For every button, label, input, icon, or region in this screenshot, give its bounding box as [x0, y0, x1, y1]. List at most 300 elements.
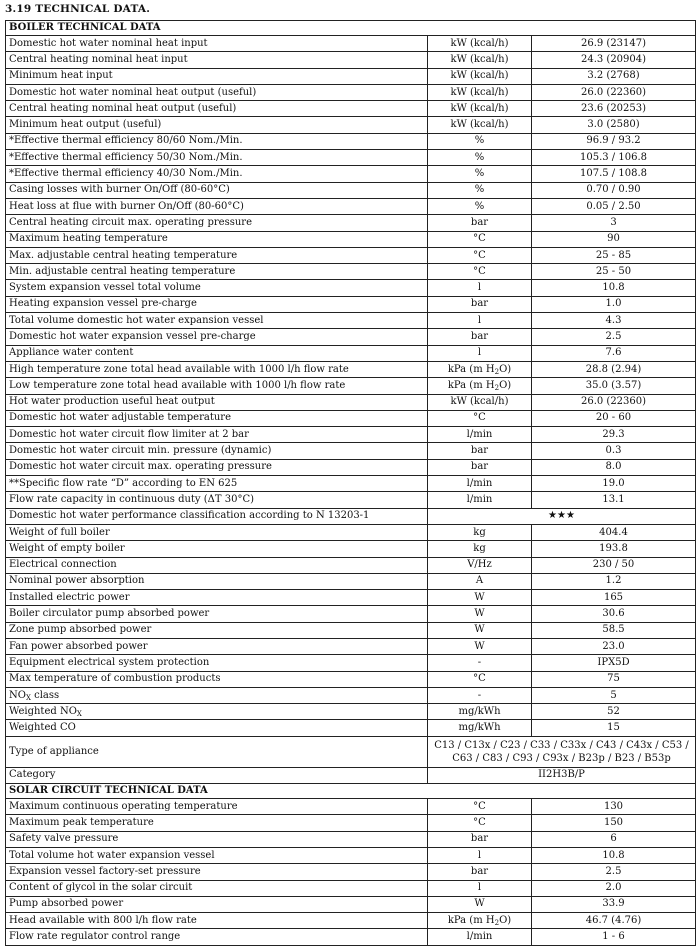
parameter-label: Casing losses with burner On/Off (80-60°C): [9, 184, 230, 196]
value-cell: 7.6: [532, 345, 696, 361]
parameter-cell: [6, 864, 428, 880]
parameter-label: Equipment electrical system protection: [9, 656, 210, 668]
parameter-label: Max. adjustable central heating temperature: [9, 249, 238, 261]
value-cell: 26.9 (23147): [532, 36, 696, 52]
table-row: [6, 476, 696, 492]
unit-label: kPa (m H: [447, 363, 495, 375]
unit-cell: [428, 880, 532, 896]
unit-label: kW (kcal/h): [450, 119, 509, 131]
unit-label: W: [474, 608, 485, 620]
table-row: [6, 541, 696, 557]
value-cell: II2H3B/P: [428, 767, 696, 783]
table-row: [6, 198, 696, 214]
unit-label: -: [477, 689, 482, 701]
parameter-label: Domestic hot water expansion vessel pre-charge: [9, 330, 256, 342]
table-row: [6, 84, 696, 100]
unit-cell: [428, 655, 532, 671]
parameter-cell: [6, 313, 428, 329]
table-row: [6, 378, 696, 394]
unit-label: l: [477, 882, 482, 894]
unit-label: l/min: [466, 428, 493, 440]
parameter-cell: [6, 847, 428, 863]
parameter-label: Total volume hot water expansion vessel: [9, 849, 215, 861]
unit-label: kW (kcal/h): [450, 102, 509, 114]
parameter-cell: [6, 880, 428, 896]
parameter-cell: [6, 198, 428, 214]
value-cell: 28.8 (2.94): [532, 361, 696, 377]
unit-label: A: [475, 575, 484, 587]
unit-cell: [428, 815, 532, 831]
parameter-cell: [6, 815, 428, 831]
document-title: 3.19 TECHNICAL DATA.: [5, 3, 151, 15]
parameter-cell: [6, 247, 428, 263]
value-cell: 23.0: [532, 638, 696, 654]
parameter-cell: [6, 913, 428, 929]
table-row: [6, 264, 696, 280]
unit-label: °C: [473, 817, 486, 828]
table-row: [6, 345, 696, 361]
unit-cell: [428, 68, 532, 84]
unit-label: -: [477, 656, 482, 668]
parameter-label: Domestic hot water circuit max. operating pressure: [9, 461, 272, 473]
unit-label: W: [474, 898, 485, 910]
table-row: [6, 573, 696, 589]
table-row: [6, 52, 696, 68]
value-cell: 24.3 (20904): [532, 52, 696, 68]
unit-cell: [428, 831, 532, 847]
unit-label-suffix: O): [499, 379, 512, 391]
parameter-cell: [6, 622, 428, 638]
value-cell: 23.6 (20253): [532, 101, 696, 117]
unit-label: W: [474, 624, 485, 636]
parameter-cell: [6, 459, 428, 475]
unit-cell: [428, 557, 532, 573]
parameter-cell: [6, 638, 428, 654]
parameter-cell: [6, 410, 428, 426]
parameter-cell: [6, 68, 428, 84]
parameter-cell: [6, 427, 428, 443]
parameter-label: Boiler circulator pump absorbed power: [9, 608, 210, 620]
unit-label: kW (kcal/h): [450, 396, 509, 408]
parameter-label: Safety valve pressure: [9, 833, 119, 845]
unit-label: kW (kcal/h): [450, 70, 509, 82]
value-cell: 150: [532, 815, 696, 831]
parameter-label: Minimum heat input: [9, 70, 113, 82]
parameter-label: NO: [9, 689, 26, 701]
unit-label: kW (kcal/h): [450, 37, 509, 49]
table-row: [6, 687, 696, 703]
parameter-label: Domestic hot water performance classification according to N 13203-1: [9, 510, 370, 522]
parameter-subscript: X: [25, 693, 31, 702]
unit-label: l: [477, 314, 482, 326]
parameter-label: Weighted CO: [9, 722, 76, 734]
parameter-label: Category: [9, 769, 56, 781]
parameter-label: Installed electric power: [9, 591, 130, 603]
table-row: [6, 655, 696, 671]
table-row: [6, 508, 696, 524]
parameter-label: Flow rate regulator control range: [9, 931, 181, 943]
parameter-cell: [6, 280, 428, 296]
parameter-cell: [6, 443, 428, 459]
table-row: [6, 864, 696, 880]
value-cell: 75: [532, 671, 696, 687]
table-row: [6, 799, 696, 815]
parameter-label: Domestic hot water nominal heat output (useful): [9, 86, 257, 98]
parameter-label: Heating expansion vessel pre-charge: [9, 298, 197, 310]
value-cell: 58.5: [532, 622, 696, 638]
table-row: [6, 182, 696, 198]
value-cell: 105.3 / 106.8: [532, 150, 696, 166]
table-row: [6, 313, 696, 329]
unit-cell: [428, 394, 532, 410]
parameter-cell: [6, 215, 428, 231]
unit-label: °C: [473, 412, 486, 424]
unit-label: W: [474, 640, 485, 652]
technical-data-table: [5, 20, 696, 946]
section-header-row: [6, 784, 696, 799]
parameter-label: Central heating nominal heat output (useful): [9, 102, 237, 114]
unit-label: kg: [473, 542, 486, 554]
parameter-cell: [6, 655, 428, 671]
parameter-label: *Effective thermal efficiency 50/30 Nom./Min.: [9, 151, 243, 163]
parameter-cell: [6, 524, 428, 540]
parameter-label: Flow rate capacity in continuous duty (ΔT 30°C): [9, 493, 255, 505]
table-row: [6, 929, 696, 945]
unit-cell: [428, 847, 532, 863]
parameter-label: Max temperature of combustion products: [9, 673, 221, 685]
unit-label: W: [474, 591, 485, 603]
unit-label-suffix: O): [499, 914, 512, 926]
table-row: [6, 361, 696, 377]
unit-cell: [428, 687, 532, 703]
unit-label: l: [477, 347, 482, 359]
unit-label: kW (kcal/h): [450, 86, 509, 98]
value-cell: 193.8: [532, 541, 696, 557]
unit-label: °C: [473, 249, 486, 261]
parameter-cell: [6, 84, 428, 100]
unit-label: l/min: [466, 493, 493, 505]
value-cell: 230 / 50: [532, 557, 696, 573]
table-row: [6, 215, 696, 231]
value-cell: 1.2: [532, 573, 696, 589]
unit-label: l: [477, 282, 482, 294]
parameter-cell: [6, 606, 428, 622]
unit-cell: [428, 101, 532, 117]
unit-label: bar: [470, 445, 489, 457]
value-cell: 19.0: [532, 476, 696, 492]
parameter-cell: [6, 361, 428, 377]
value-cell: C13 / C13x / C23 / C33 / C33x / C43 / C43x / C53 / C63 / C83 / C93 / C93x / B23p / B23 / B53p: [428, 736, 696, 767]
unit-cell: [428, 541, 532, 557]
table-row: [6, 590, 696, 606]
value-cell: 96.9 / 93.2: [532, 133, 696, 149]
unit-cell: [428, 573, 532, 589]
parameter-label: Domestic hot water nominal heat input: [9, 37, 208, 49]
unit-label: bar: [470, 330, 489, 342]
unit-cell: [428, 150, 532, 166]
value-cell: 26.0 (22360): [532, 84, 696, 100]
value-cell: 2.0: [532, 880, 696, 896]
value-cell: 0.3: [532, 443, 696, 459]
table-row: [6, 638, 696, 654]
unit-cell: [428, 215, 532, 231]
value-cell: 8.0: [532, 459, 696, 475]
unit-cell: [428, 296, 532, 312]
section-heading: BOILER TECHNICAL DATA: [6, 21, 696, 36]
unit-cell: [428, 799, 532, 815]
unit-label: %: [474, 184, 485, 196]
parameter-label: Nominal power absorption: [9, 575, 145, 587]
value-cell: 2.5: [532, 864, 696, 880]
parameter-label: System expansion vessel total volume: [9, 282, 201, 294]
table-row: [6, 329, 696, 345]
parameter-cell: [6, 182, 428, 198]
unit-cell: [428, 280, 532, 296]
unit-cell: [428, 720, 532, 736]
unit-label: mg/kWh: [458, 722, 501, 734]
parameter-label: Electrical connection: [9, 559, 117, 571]
unit-subscript: 2: [494, 918, 500, 927]
unit-cell: [428, 524, 532, 540]
unit-cell: [428, 704, 532, 720]
table-row: [6, 280, 696, 296]
parameter-cell: [6, 671, 428, 687]
parameter-cell: [6, 541, 428, 557]
value-cell: 46.7 (4.76): [532, 913, 696, 929]
unit-subscript: 2: [494, 383, 500, 392]
parameter-cell: [6, 150, 428, 166]
unit-subscript: 2: [494, 367, 500, 376]
parameter-cell: [6, 704, 428, 720]
parameter-label: *Effective thermal efficiency 80/60 Nom./Min.: [9, 135, 243, 147]
unit-cell: [428, 198, 532, 214]
table-row: [6, 166, 696, 182]
value-cell: 165: [532, 590, 696, 606]
value-cell: 1 - 6: [532, 929, 696, 945]
parameter-label: Maximum heating temperature: [9, 233, 168, 245]
parameter-cell: [6, 101, 428, 117]
unit-cell: [428, 410, 532, 426]
value-cell: 3.2 (2768): [532, 68, 696, 84]
value-cell: 3.0 (2580): [532, 117, 696, 133]
unit-label: kW (kcal/h): [450, 53, 509, 65]
parameter-label: Weighted NO: [9, 705, 77, 717]
table-row: [6, 720, 696, 736]
table-row: [6, 247, 696, 263]
value-cell: 20 - 60: [532, 410, 696, 426]
parameter-subscript: X: [76, 709, 82, 718]
unit-label: bar: [470, 298, 489, 310]
parameter-label: Maximum continuous operating temperature: [9, 800, 238, 812]
parameter-cell: [6, 231, 428, 247]
unit-cell: [428, 896, 532, 912]
value-cell: 0.05 / 2.50: [532, 198, 696, 214]
unit-cell: [428, 622, 532, 638]
unit-label: °C: [473, 673, 486, 685]
parameter-cell: [6, 133, 428, 149]
parameter-label: Minimum heat output (useful): [9, 119, 162, 131]
value-cell: 0.70 / 0.90: [532, 182, 696, 198]
table-row: [6, 831, 696, 847]
parameter-cell: [6, 799, 428, 815]
unit-label: kPa (m H: [447, 914, 495, 926]
unit-cell: [428, 476, 532, 492]
value-cell: 33.9: [532, 896, 696, 912]
parameter-label: Weight of empty boiler: [9, 542, 125, 554]
parameter-label: Zone pump absorbed power: [9, 624, 152, 636]
table-row: [6, 524, 696, 540]
value-cell: 3: [532, 215, 696, 231]
value-cell: 10.8: [532, 847, 696, 863]
value-cell: IPX5D: [532, 655, 696, 671]
table-row: [6, 557, 696, 573]
parameter-cell: [6, 476, 428, 492]
unit-label: mg/kWh: [458, 705, 501, 717]
parameter-label: Domestic hot water circuit min. pressure (dynamic): [9, 445, 272, 457]
table-row: [6, 410, 696, 426]
parameter-cell: [6, 590, 428, 606]
table-row: [6, 896, 696, 912]
table-row: [6, 133, 696, 149]
unit-label: %: [474, 135, 485, 147]
unit-label: kg: [473, 526, 486, 538]
parameter-cell: [6, 492, 428, 508]
unit-cell: [428, 133, 532, 149]
unit-cell: [428, 492, 532, 508]
parameter-label: Low temperature zone total head available with 1000 l/h flow rate: [9, 379, 346, 391]
unit-cell: [428, 117, 532, 133]
parameter-label: Pump absorbed power: [9, 898, 124, 910]
table-row: [6, 671, 696, 687]
parameter-label: Central heating nominal heat input: [9, 53, 188, 65]
parameter-cell: [6, 117, 428, 133]
unit-cell: [428, 313, 532, 329]
parameter-label: Domestic hot water circuit flow limiter at 2 bar: [9, 428, 249, 440]
parameter-label: Type of appliance: [9, 745, 99, 757]
value-cell: 35.0 (3.57): [532, 378, 696, 394]
unit-cell: [428, 459, 532, 475]
parameter-cell: [6, 573, 428, 589]
table-row: [6, 117, 696, 133]
parameter-cell: [6, 296, 428, 312]
unit-label: V/Hz: [467, 559, 492, 571]
unit-label: bar: [470, 865, 489, 877]
value-cell: 6: [532, 831, 696, 847]
table-row: [6, 296, 696, 312]
unit-cell: [428, 638, 532, 654]
parameter-label: Maximum peak temperature: [9, 817, 154, 828]
table-row: [6, 150, 696, 166]
parameter-cell: [6, 508, 428, 524]
unit-label: bar: [470, 461, 489, 473]
parameter-cell: [6, 264, 428, 280]
table-row: [6, 880, 696, 896]
parameter-cell: [6, 929, 428, 945]
value-cell: 5: [532, 687, 696, 703]
parameter-cell: [6, 394, 428, 410]
parameter-label: Total volume domestic hot water expansion vessel: [9, 314, 264, 326]
table-row: [6, 36, 696, 52]
value-cell: 13.1: [532, 492, 696, 508]
unit-label: °C: [473, 233, 486, 245]
parameter-label: Central heating circuit max. operating pressure: [9, 216, 252, 228]
value-cell: 52: [532, 704, 696, 720]
parameter-cell: [6, 720, 428, 736]
table-row: [6, 815, 696, 831]
parameter-cell: [6, 166, 428, 182]
rating-stars: ★★★: [428, 508, 696, 524]
unit-cell: [428, 864, 532, 880]
table-row: [6, 443, 696, 459]
parameter-label: Expansion vessel factory-set pressure: [9, 865, 201, 877]
parameter-label: High temperature zone total head available with 1000 l/h flow rate: [9, 363, 349, 375]
value-cell: 404.4: [532, 524, 696, 540]
table-row: [6, 427, 696, 443]
value-cell: 90: [532, 231, 696, 247]
parameter-label: Min. adjustable central heating temperature: [9, 265, 236, 277]
parameter-cell: [6, 767, 428, 783]
value-cell: 25 - 85: [532, 247, 696, 263]
table-row: [6, 394, 696, 410]
value-cell: 30.6: [532, 606, 696, 622]
table-row: [6, 606, 696, 622]
value-cell: 25 - 50: [532, 264, 696, 280]
unit-cell: [428, 345, 532, 361]
unit-cell: [428, 671, 532, 687]
parameter-cell: [6, 378, 428, 394]
unit-cell: [428, 590, 532, 606]
parameter-cell: [6, 896, 428, 912]
parameter-label: Content of glycol in the solar circuit: [9, 882, 193, 894]
table-row: [6, 231, 696, 247]
table-row: [6, 847, 696, 863]
parameter-label: Head available with 800 l/h flow rate: [9, 914, 197, 926]
unit-cell: [428, 36, 532, 52]
unit-label: kPa (m H: [447, 379, 495, 391]
table-row: [6, 622, 696, 638]
section-header-row: [6, 21, 696, 36]
technical-data-body: [6, 21, 696, 946]
parameter-cell: [6, 345, 428, 361]
table-row: [6, 704, 696, 720]
parameter-label: Domestic hot water adjustable temperature: [9, 412, 231, 424]
value-cell: 4.3: [532, 313, 696, 329]
value-cell: 29.3: [532, 427, 696, 443]
unit-label-suffix: O): [499, 363, 512, 375]
unit-cell: [428, 231, 532, 247]
unit-cell: [428, 913, 532, 929]
parameter-cell: [6, 36, 428, 52]
unit-cell: [428, 361, 532, 377]
parameter-label: Appliance water content: [9, 347, 134, 359]
unit-label: %: [474, 151, 485, 163]
value-cell: 107.5 / 108.8: [532, 166, 696, 182]
table-row: [6, 736, 696, 767]
parameter-label: *Effective thermal efficiency 40/30 Nom./Min.: [9, 168, 243, 180]
unit-label: l/min: [466, 931, 493, 943]
table-row: [6, 767, 696, 783]
value-cell: 26.0 (22360): [532, 394, 696, 410]
parameter-label: Fan power absorbed power: [9, 640, 148, 652]
parameter-label: Weight of full boiler: [9, 526, 110, 538]
parameter-cell: [6, 557, 428, 573]
parameter-cell: [6, 52, 428, 68]
unit-label: l: [477, 849, 482, 861]
unit-label: °C: [473, 265, 486, 277]
section-heading: SOLAR CIRCUIT TECHNICAL DATA: [6, 784, 696, 799]
unit-cell: [428, 427, 532, 443]
table-row: [6, 101, 696, 117]
